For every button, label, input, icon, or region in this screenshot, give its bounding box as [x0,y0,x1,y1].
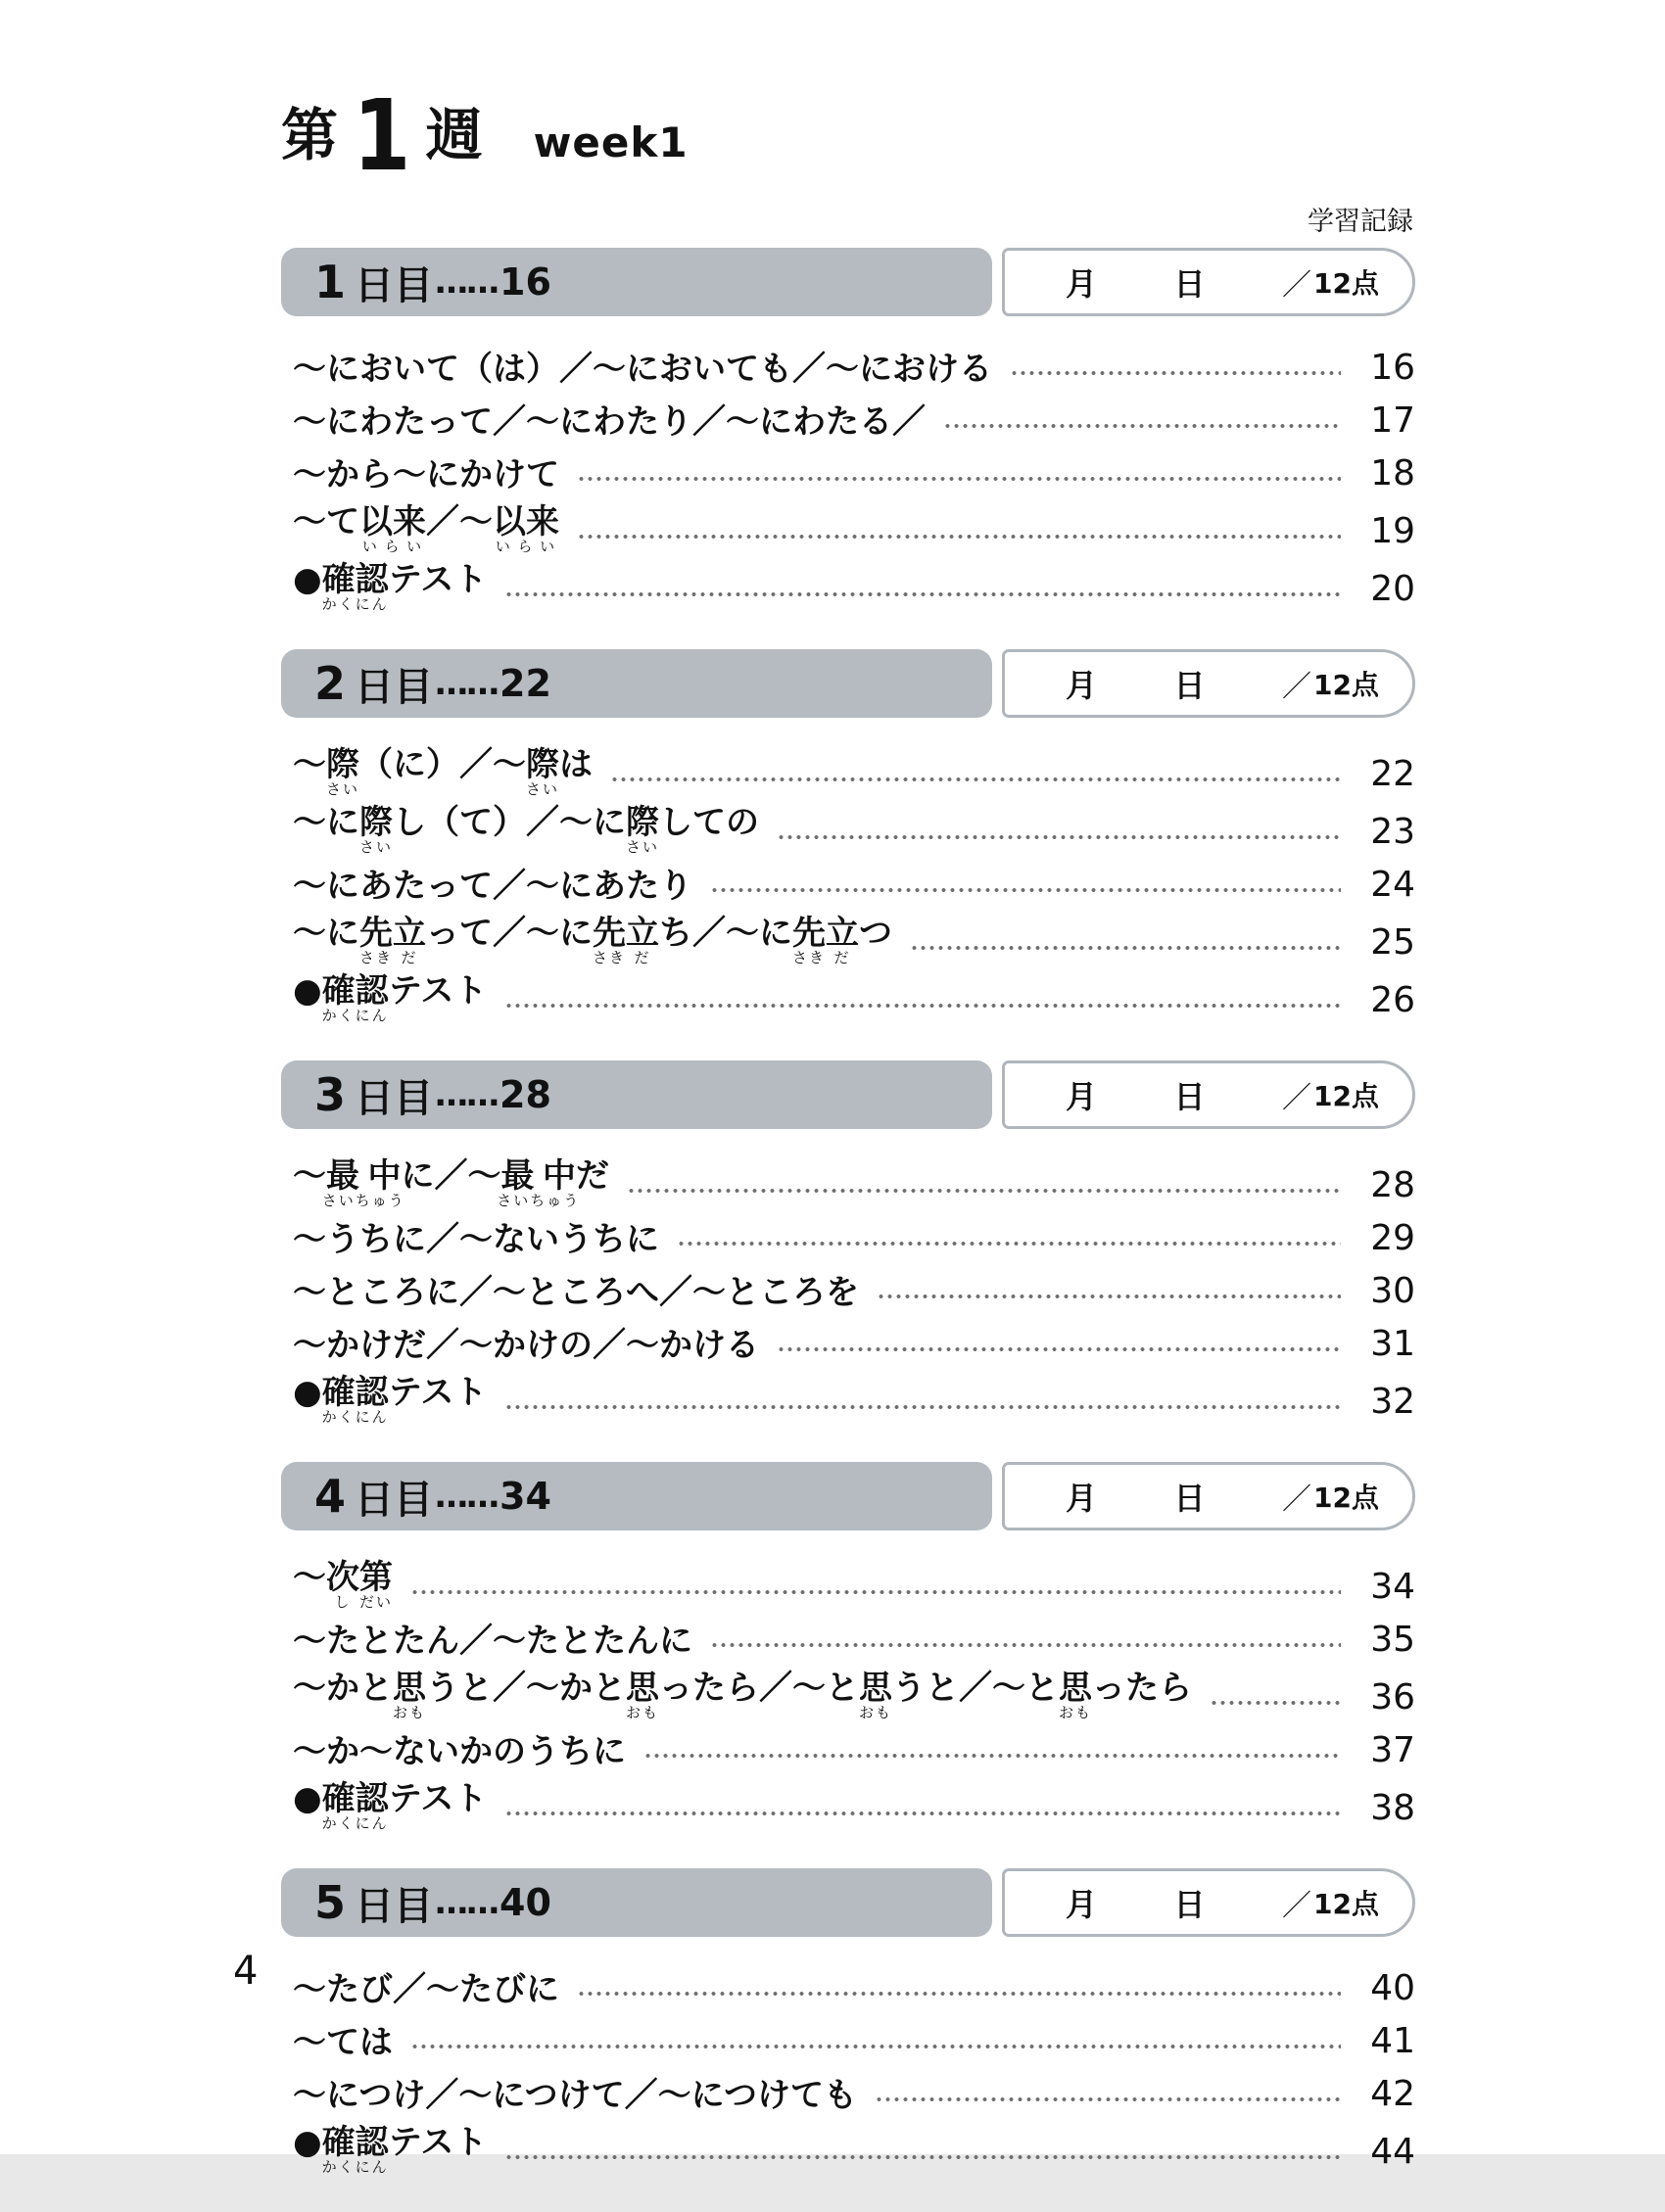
record-day-label: 日 [1173,1480,1206,1517]
day-section-head [281,1060,1415,1129]
dotted-leader [410,2044,1341,2049]
toc-entry-row [293,1210,1415,1263]
entry-page-number: 25 [1370,922,1415,963]
dotted-leader [577,534,1341,540]
record-slash: ／ [1282,1483,1312,1517]
day-number: 1 [314,256,346,308]
entry-title: 〜に先さき立だって／〜に先さき立だち／〜に先さき立だつ [293,914,892,966]
week-english-label: week1 [533,118,689,166]
dotted-leader [777,1346,1341,1352]
day-unit-label: 日目 [355,1075,434,1121]
entry-page-number: 22 [1370,754,1415,794]
entry-page-number: 34 [1370,1567,1415,1607]
toc-content [281,76,1415,2212]
record-max-score: 12点 [1313,267,1379,300]
toc-entry-row [293,498,1415,556]
entry-page-number: 40 [1370,1968,1415,2008]
study-record-box [1002,649,1415,718]
day-start-page: 16 [500,260,551,304]
entry-page-number: 23 [1370,812,1415,852]
dotted-leader [504,1811,1341,1816]
day-number: 5 [314,1876,346,1929]
day-number: 4 [314,1470,346,1523]
toc-entry-row [293,741,1415,799]
day-section-head [281,1868,1415,1937]
entry-page-number: 30 [1370,1271,1415,1311]
toc-entry-row [293,340,1415,393]
entry-page-number: 37 [1370,1730,1415,1770]
entry-page-number: 24 [1370,865,1415,905]
toc-entry-row [293,1369,1415,1427]
entry-title: 〜ては [293,2022,393,2062]
week-suffix: 週 [425,102,483,168]
entry-list [281,316,1415,614]
dotted-leader [577,1991,1341,1997]
day-section [281,248,1415,614]
entry-title: 〜ところに／〜ところへ／〜ところを [293,1272,859,1312]
entry-title: 〜かけだ／〜かけの／〜かける [293,1325,759,1365]
record-slash: ／ [1282,268,1312,303]
record-max-score: 12点 [1313,1888,1379,1920]
entry-page-number: 18 [1370,453,1415,494]
toc-entry-row [293,1554,1415,1612]
record-day-label: 日 [1173,667,1206,704]
dotted-leader [627,1188,1341,1194]
record-score-group [1282,1475,1379,1518]
record-slash: ／ [1282,670,1312,704]
toc-entry-row [293,446,1415,498]
week-prefix: 第 [281,102,339,168]
record-day-label: 日 [1173,265,1206,303]
day-unit-label: 日目 [355,664,434,710]
day-dots: …… [435,664,499,703]
toc-entry-row [293,1316,1415,1369]
entry-list [281,1129,1415,1427]
dotted-leader [943,423,1341,429]
week-header [281,76,1415,194]
entry-page-number: 44 [1370,2132,1415,2172]
entry-title: 〜につけ／〜につけて／〜につけても [293,2075,857,2115]
entry-title: 〜たび／〜たびに [293,1969,559,2009]
record-day-label: 日 [1173,1886,1206,1923]
toc-entry-row [293,2119,1415,2177]
entry-title: 〜かと思おもうと／〜かと思おもったら／〜と思おもうと／〜と思おもったら [293,1669,1192,1721]
day-section [281,1060,1415,1427]
toc-entry-row [293,1263,1415,1316]
entry-title: 〜に際さいし（て）／〜に際さいしての [293,803,759,856]
footer-page-number: 4 [233,1949,259,1994]
toc-entry-row [293,1612,1415,1665]
entry-title: 〜て以来いらい／〜以来いらい [293,502,559,555]
day-title-bar [281,649,992,718]
dotted-leader [410,1589,1341,1595]
toc-entry-row [293,1153,1415,1210]
record-month-label: 月 [1066,265,1098,303]
dotted-leader [504,1003,1341,1009]
entry-title: 〜次し第だい [293,1558,394,1611]
entry-title: 〜から〜にかけて [293,454,559,494]
dotted-leader [875,2096,1341,2102]
toc-entry-row [293,799,1415,857]
dotted-leader [610,777,1341,782]
day-section-head [281,1462,1415,1530]
entry-page-number: 29 [1370,1218,1415,1258]
study-record-box [1002,1060,1415,1129]
dotted-leader [577,476,1341,482]
dotted-leader [710,1642,1341,1648]
entry-page-number: 42 [1370,2074,1415,2114]
dotted-leader [710,887,1341,893]
study-record-box [1002,248,1415,316]
entry-title: 〜最中さいちゅうに／〜最中さいちゅうだ [293,1156,610,1209]
day-section [281,1868,1415,2177]
toc-entry-row [293,393,1415,446]
toc-entry-row [293,2013,1415,2066]
entry-page-number: 26 [1370,980,1415,1020]
entry-page-number: 16 [1370,348,1415,388]
entry-page-number: 31 [1370,1324,1415,1364]
dotted-leader [1010,370,1341,376]
toc-entry-row [293,2066,1415,2119]
entry-page-number: 28 [1370,1165,1415,1205]
day-title-bar [281,248,992,316]
toc-entry-row [293,857,1415,910]
entry-title: ●確認かくにんテスト [293,2123,488,2176]
day-section [281,649,1415,1025]
entry-page-number: 32 [1370,1382,1415,1422]
day-number: 3 [314,1068,346,1121]
day-title-bar [281,1060,992,1129]
day-dots: …… [435,262,499,302]
toc-entry-row [293,910,1415,967]
record-score-group [1282,662,1379,705]
entry-list [281,1530,1415,1833]
day-title-bar [281,1868,992,1937]
entry-title: 〜にわたって／〜にわたり／〜にわたる／ [293,401,926,442]
day-start-page: 22 [500,662,551,705]
record-max-score: 12点 [1313,669,1379,701]
study-record-box [1002,1462,1415,1530]
dotted-leader [504,2154,1341,2160]
dotted-leader [910,945,1341,951]
entry-title: 〜か〜ないかのうちに [293,1731,626,1771]
day-dots: …… [435,1075,499,1114]
entry-title: ●確認かくにんテスト [293,560,488,613]
dotted-leader [777,834,1341,840]
entry-page-number: 36 [1370,1677,1415,1718]
record-month-label: 月 [1066,1480,1098,1517]
record-score-group [1282,260,1379,304]
day-start-page: 34 [500,1475,551,1518]
record-max-score: 12点 [1313,1080,1379,1112]
record-max-score: 12点 [1313,1482,1379,1514]
record-month-label: 月 [1066,1078,1098,1115]
day-start-page: 40 [500,1881,551,1924]
day-number: 2 [314,657,346,710]
toc-entry-row [293,1722,1415,1775]
day-unit-label: 日目 [355,262,434,308]
entry-page-number: 38 [1370,1788,1415,1828]
dotted-leader [504,591,1341,597]
dotted-leader [504,1404,1341,1410]
day-dots: …… [435,1477,499,1516]
entry-page-number: 35 [1370,1620,1415,1660]
record-month-label: 月 [1066,1886,1098,1923]
entry-title: 〜において（は）／〜においても／〜における [293,349,992,389]
record-score-group [1282,1881,1379,1924]
entry-title: ●確認かくにんテスト [293,1373,488,1426]
week-number: 1 [353,77,411,193]
entry-list [281,718,1415,1025]
entry-page-number: 19 [1370,511,1415,551]
entry-list [281,1937,1415,2177]
record-slash: ／ [1282,1889,1312,1923]
day-dots: …… [435,1883,499,1922]
dotted-leader [877,1294,1341,1299]
toc-entry-row [293,1960,1415,2013]
entry-title: ●確認かくにんテスト [293,971,488,1024]
entry-title: ●確認かくにんテスト [293,1779,488,1832]
toc-entry-row [293,556,1415,614]
entry-title: 〜にあたって／〜にあたり [293,866,692,906]
day-title-bar [281,1462,992,1530]
record-score-group [1282,1073,1379,1116]
toc-entry-row [293,1775,1415,1833]
toc-entry-row [293,1665,1415,1722]
record-month-label: 月 [1066,667,1098,704]
day-section [281,1462,1415,1833]
entry-title: 〜たとたん／〜たとたんに [293,1621,692,1661]
record-day-label: 日 [1173,1078,1206,1115]
day-unit-label: 日目 [355,1883,434,1929]
dotted-leader [677,1241,1341,1247]
entry-page-number: 20 [1370,569,1415,609]
entry-title: 〜うちに／〜ないうちに [293,1219,659,1259]
dotted-leader [1210,1700,1341,1706]
day-section-head [281,248,1415,316]
day-unit-label: 日目 [355,1477,434,1523]
day-start-page: 28 [500,1073,551,1116]
toc-entry-row [293,967,1415,1025]
entry-page-number: 17 [1370,400,1415,441]
study-record-box [1002,1868,1415,1937]
study-record-label: 学習記録 [1308,207,1413,237]
record-slash: ／ [1282,1081,1312,1115]
entry-title: 〜際さい（に）／〜際さいは [293,745,593,798]
day-section-head [281,649,1415,718]
entry-page-number: 41 [1370,2021,1415,2061]
dotted-leader [643,1753,1341,1759]
toc-sections [281,248,1415,2177]
